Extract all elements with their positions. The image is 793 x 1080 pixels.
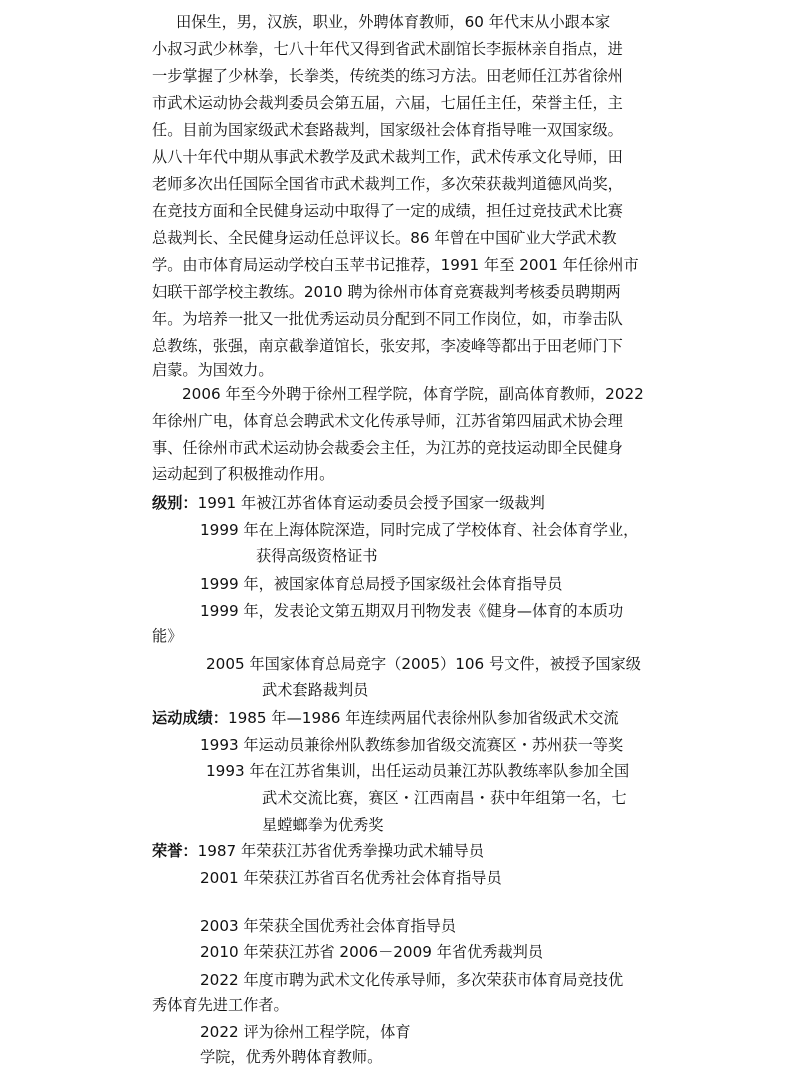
achievements-row (152, 707, 619, 729)
bio-p1-line-10: 学。由市体育局运动学校白玉苹书记推荐，1991 年至 2001 年任徐州市 (152, 256, 639, 274)
bio-p2-line-1: 2006 年至今外聘于徐州工程学院，体育学院，副高体育教师，2022 (182, 385, 644, 403)
bio-p1-line-5: 任。目前为国家级武术套路裁判，国家级社会体育指导唯一双国家级。 (152, 121, 623, 139)
bio-p2-line-4: 运动起到了积极推动作用。 (152, 465, 335, 483)
bio-p2-line-3: 事、任徐州市武术运动协会裁委会主任，为江苏的竞技运动即全民健身 (152, 439, 623, 457)
levels-item-3: 1999 年，被国家体育总局授予国家级社会体育指导员 (200, 575, 563, 593)
achievements-item-3-cont-1: 武术交流比赛，赛区・江西南昌・获中年组第一名，七 (262, 789, 627, 807)
levels-item-4-cont: 能》 (152, 627, 183, 645)
honors-item-3: 2003 年荣获全国优秀社会体育指导员 (200, 917, 457, 935)
levels-item-5: 2005 年国家体育总局竞字（2005）106 号文件，被授予国家级 (206, 655, 641, 673)
bio-p1-line-6: 从八十年代中期从事武术教学及武术裁判工作，武术传承文化导师，田 (152, 148, 623, 166)
achievements-label: 运动成绩： (152, 709, 228, 727)
bio-p1-line-13: 总教练，张强，南京截拳道馆长，张安邦，李凌峰等都出于田老师门下 (152, 337, 623, 355)
bio-p1-line-1: 田保生，男，汉族，职业，外聘体育教师，60 年代末从小跟本家 (176, 13, 611, 31)
levels-item-5-cont: 武术套路裁判员 (262, 681, 369, 699)
levels-item-2: 1999 年在上海体院深造，同时完成了学校体育、社会体育学业， (200, 521, 639, 539)
levels-item-1: 1991 年被江苏省体育运动委员会授予国家一级裁判 (197, 494, 545, 512)
bio-p1-line-8: 在竞技方面和全民健身运动中取得了一定的成绩，担任过竞技武术比赛 (152, 202, 623, 220)
levels-item-4: 1999 年，发表论文第五期双月刊物发表《健身—体育的本质功 (200, 602, 624, 620)
bio-p2-line-2: 年徐州广电，体育总会聘武术文化传承导师，江苏省第四届武术协会理 (152, 412, 623, 430)
levels-item-2-cont: 获得高级资格证书 (256, 547, 378, 565)
bio-p1-line-2: 小叔习武少林拳，七八十年代又得到省武术副馆长李振林亲自指点，进 (152, 40, 623, 58)
honors-item-6: 2022 评为徐州工程学院，体育 (200, 1023, 411, 1041)
honors-item-2: 2001 年荣获江苏省百名优秀社会体育指导员 (200, 869, 502, 887)
achievements-item-3: 1993 年在江苏省集训，出任运动员兼江苏队教练率队参加全国 (206, 762, 630, 780)
honors-item-1: 1987 年荣获江苏省优秀拳操功武术辅导员 (197, 842, 485, 860)
bio-p1-line-3: 一步掌握了少林拳，长拳类，传统类的练习方法。田老师任江苏省徐州 (152, 67, 623, 85)
bio-p1-line-14: 启蒙。为国效力。 (152, 361, 274, 379)
achievements-item-1: 1985 年—1986 年连续两届代表徐州队参加省级武术交流 (227, 709, 619, 727)
honors-row (152, 840, 484, 862)
bio-p1-line-7: 老师多次出任国际全国省市武术裁判工作，多次荣获裁判道德风尚奖， (152, 175, 623, 193)
levels-row (152, 492, 545, 514)
levels-label: 级别： (152, 494, 198, 512)
honors-item-5: 2022 年度市聘为武术文化传承导师，多次荣获市体育局竞技优 (200, 971, 624, 989)
achievements-item-3-cont-2: 星螳螂拳为优秀奖 (262, 816, 384, 834)
bio-p1-line-12: 年。为培养一批又一批优秀运动员分配到不同工作岗位，如，市拳击队 (152, 310, 623, 328)
honors-label: 荣誉： (152, 842, 198, 860)
honors-item-5-cont: 秀体育先进工作者。 (152, 996, 289, 1014)
achievements-item-2: 1993 年运动员兼徐州队教练参加省级交流赛区・苏州获一等奖 (200, 736, 624, 754)
bio-p1-line-11: 妇联干部学校主教练。2010 聘为徐州市体育竞赛裁判考核委员聘期两 (152, 283, 621, 301)
bio-p1-line-9: 总裁判长、全民健身运动任总评议长。86 年曾在中国矿业大学武术教 (152, 229, 617, 247)
honors-item-6-cont: 学院，优秀外聘体育教师。 (200, 1048, 383, 1066)
honors-item-4: 2010 年荣获江苏省 2006－2009 年省优秀裁判员 (200, 943, 544, 961)
bio-p1-line-4: 市武术运动协会裁判委员会第五届，六届，七届任主任，荣誉主任，主 (152, 94, 623, 112)
